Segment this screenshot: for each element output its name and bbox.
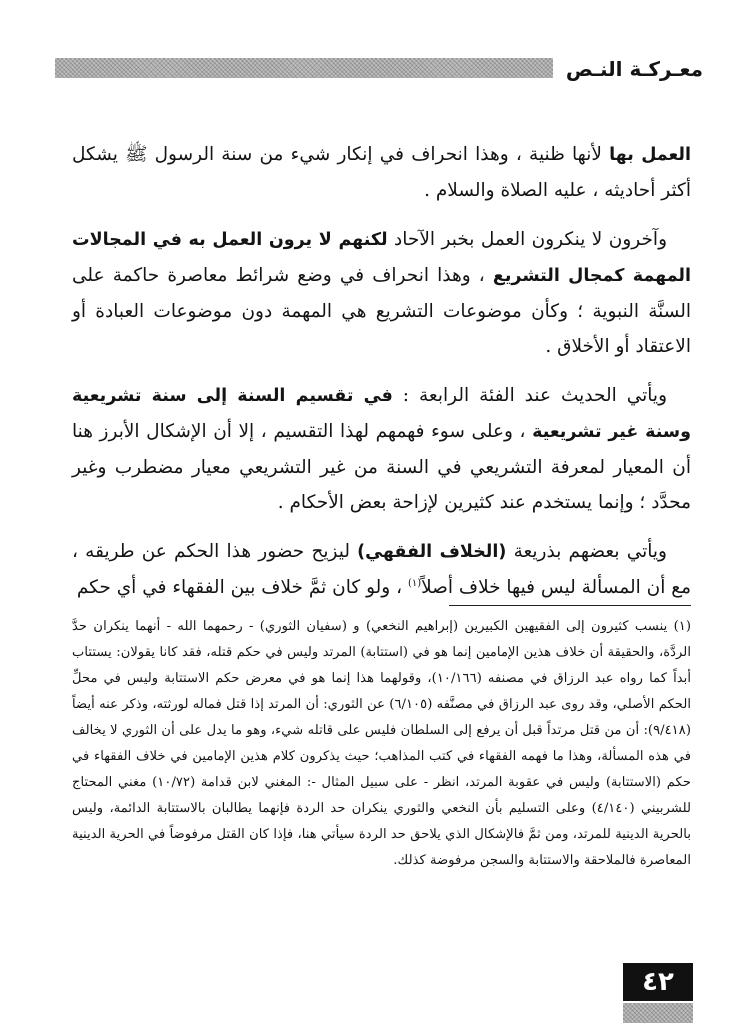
text-run: ، وعلى سوء فهمهم لهذا التقسيم ، إلا أن الإشكال الأبرز هنا أن المعيار لمعرفة التشريعي في السنة من غير التشريعي معيار مضطرب وغير محدَّد ؛ وإنما يستخدم عند كثيرين لإزاحة بعض الأحكام .	[72, 421, 691, 513]
bold-phrase: لكنهم لا يرون العمل به في المجالات المهمة كمجال التشريع	[72, 230, 691, 286]
text-run: ويأتي الحديث عند الفئة الرابعة :	[392, 385, 668, 406]
body-text	[72, 137, 691, 619]
paragraph-2	[72, 222, 691, 364]
text-run: ، ولو كان ثمَّ خلاف بين الفقهاء في أي حكم	[76, 577, 408, 598]
running-header	[55, 52, 703, 86]
paragraph-1	[72, 137, 691, 208]
page-number-decorative-band	[623, 1003, 693, 1023]
text-run: ويأتي بعضهم بذريعة	[506, 541, 667, 562]
footnote-text: (١) ينسب كثيرون إلى الفقيهين الكبيرين (إبراهيم النخعي) و (سفيان الثوري) - رحمهما الله - أنهما ينكران حدَّ الردَّة، والحقيقة أن خلاف هذين الإمامين إنما هو في (استتابة) المرتد وليس في حكم قتله، فقد كانا يقولان: يستتاب أبداً كما رواه عبد الرزاق في مصنفه (١٠/١٦٦)، وقولهما هذا إنما هو في معرض حكم الاستتابة وليس في محلِّ الحكم الأصلي، وقد روى عبد الرزاق في مصنَّفه (٦/١٠٥) عن الثوري: أن المرتد إذا قتل فماله لورثته، وذكر عنه أيضاً (٩/٤١٨): أن من قتل مرتداً قبل أن يرفع إلى السلطان فليس على قاتله شيء، وهو ما يدل على أن الثوري لا يخالف في هذه المسألة، وهذا ما فهمه الفقهاء في كتب المذاهب؛ حيث يذكرون كلام هذين الإمامين في خلاف الفقهاء في حكم (الاستتابة) وليس في عقوبة المرتد، انظر - على سبيل المثال -: المغني لابن قدامة (١٠/٧٢) مغني المحتاج للشربيني (٤/١٤٠) وعلى التسليم بأن النخعي والثوري ينكران حد الردة فإنهما يطالبان بالاستتابة الدائمة، وليس بالحرية الدينية للمرتد، ومن ثمَّ فالإشكال الذي يلاحق حد الردة سيأتي هنا، فإذا كان القتل مرفوضاً في الحرية الدينية المعاصرة فالملاحقة والاستتابة والسجن مرفوضة كذلك.	[72, 619, 692, 868]
bold-phrase: في تقسيم السنة إلى سنة تشريعية وسنة غير تشريعية	[72, 386, 691, 442]
paragraph-3	[72, 378, 691, 520]
paragraph-4	[72, 534, 691, 605]
footnote-separator	[449, 605, 691, 606]
bold-phrase: (الخلاف الفقهي)	[357, 542, 507, 562]
text-run: لأنها ظنية ، وهذا انحراف في إنكار شيء من سنة الرسول ﷺ يشكل أكثر أحاديثه ، عليه الصلاة والسلام .	[72, 144, 691, 201]
footnote	[72, 614, 691, 874]
page-number: ٤٢	[623, 963, 693, 1001]
text-run: وآخرون لا ينكرون العمل بخبر الآحاد	[387, 229, 667, 250]
text-run: ليزيح حضور هذا الحكم عن طريقه ، مع أن المسألة ليس فيها خلاف أصلاً	[72, 541, 691, 598]
text-run: ، وهذا انحراف في وضع شرائط معاصرة حاكمة على السنَّة النبوية ؛ وكأن موضوعات التشريع هي المهمة دون موضوعات العبادة أو الاعتقاد أو الأخلاق .	[72, 265, 691, 357]
footnote-marker[interactable]: (١)	[407, 577, 422, 589]
header-title: معـركـة النـص	[565, 57, 703, 81]
bold-phrase: العمل بها	[609, 145, 691, 165]
header-decorative-band	[55, 58, 553, 78]
